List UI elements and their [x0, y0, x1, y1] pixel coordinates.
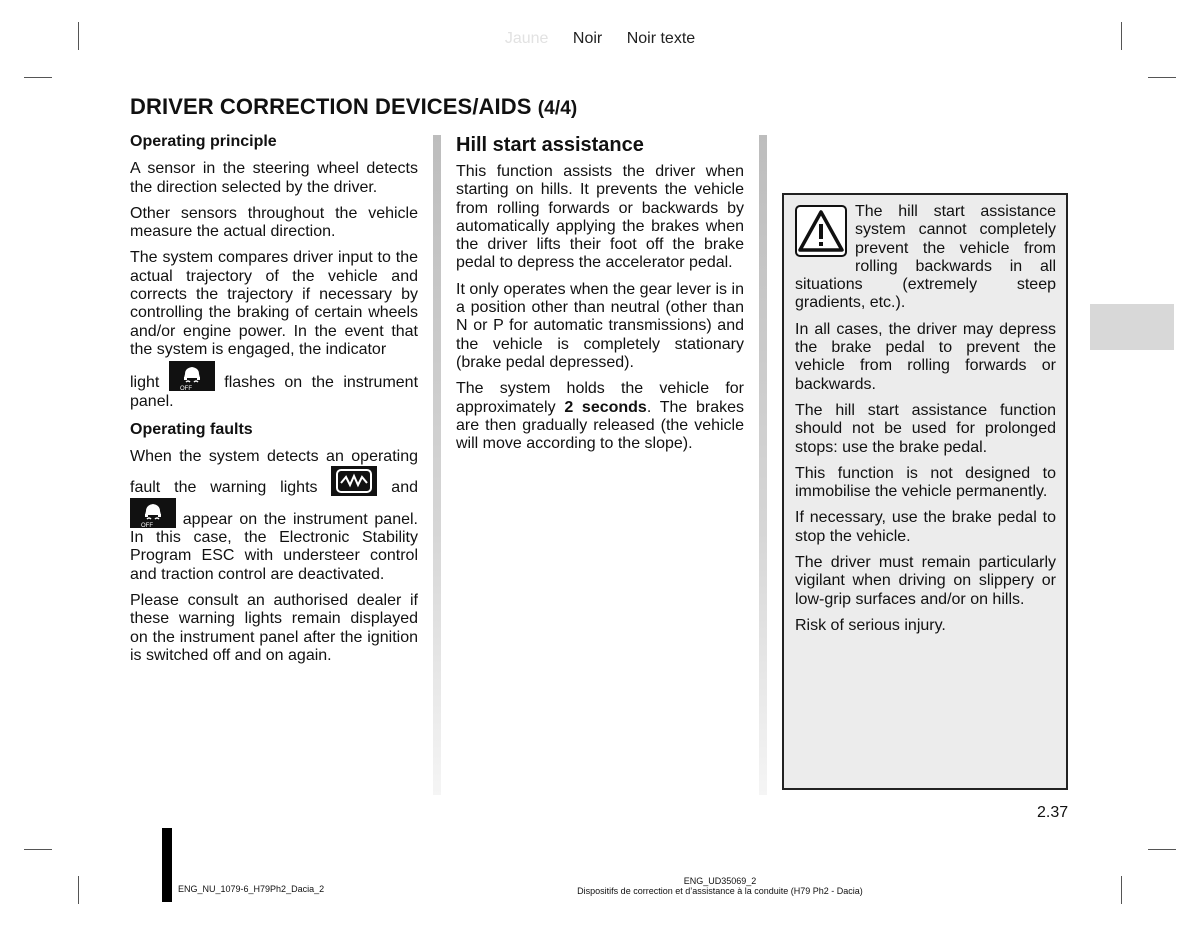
footer-section-title: Dispositifs de correction et d’assistance à la conduite (H79 Ph2 - Dacia) [577, 886, 863, 896]
warning-paragraph: The driver must remain particularly vigilant when driving on slippery or low-grip surfaces and/or on hills. [795, 554, 1056, 608]
page-title [130, 94, 577, 120]
paragraph-text: The system compares driver input to the actual trajectory of the vehicle and corrects the trajectory if necessary by controlling the braking of certain wheels and/or engine power. In the event that the system is engaged, the indicator [130, 249, 418, 358]
warning-triangle-icon [795, 205, 847, 257]
page-title-part: (4/4) [537, 98, 578, 119]
page-number: 2.37 [1037, 804, 1069, 821]
paragraph-text: and [391, 479, 418, 497]
warning-paragraph: If necessary, use the brake pedal to stop the vehicle. [795, 509, 1056, 545]
footer-center [500, 876, 940, 896]
crop-mark [78, 876, 79, 904]
print-color-labels [0, 30, 1200, 48]
crop-mark [1148, 77, 1176, 78]
steering-fault-icon [331, 466, 377, 496]
crop-mark [24, 77, 52, 78]
crop-mark [1121, 876, 1122, 904]
warning-paragraph: The hill start assistance function should not be used for prolonged stops: use the brake pedal. [795, 401, 1056, 456]
warning-paragraph: In all cases, the driver may depress the brake pedal to prevent the vehicle from rolling forwards or backwards. [795, 320, 1056, 393]
column-separator [433, 135, 441, 795]
paragraph: Please consult an authorised dealer if these warning lights remain displayed on the instrument panel after the ignition is switched off and on again. [130, 591, 418, 664]
warning-paragraph: The hill start assistance system cannot completely prevent the vehicle from rolling backwards in all situations (extremely steep gradients, etc.). [795, 203, 1056, 312]
warning-paragraph: This function is not designed to immobilise the vehicle permanently. [795, 464, 1056, 501]
esc-off-icon [169, 361, 215, 391]
column-operating [130, 133, 418, 673]
paragraph [456, 380, 744, 453]
paragraph: A sensor in the steering wheel detects the direction selected by the driver. [130, 160, 418, 196]
esc-off-label: OFF [179, 386, 192, 392]
paragraph-text: The system holds the vehicle for approximately [456, 380, 744, 416]
footer-black-bar [162, 828, 172, 902]
paragraph-text: . The brakes are then gradually released (the vehicle will move according to the slope). [456, 398, 745, 453]
esc-off-icon [130, 498, 176, 528]
warning-box [782, 193, 1068, 790]
paragraph [130, 249, 418, 359]
column-hill-start [456, 133, 744, 461]
paragraph-fault [130, 448, 418, 584]
paragraph-text: When the system detects an operating fault the warning lights [130, 448, 418, 497]
paragraph-indicator [130, 361, 418, 411]
footer-document-code: ENG_NU_1079-6_H79Ph2_Dacia_2 [178, 884, 325, 894]
warning-paragraph: Risk of serious injury. [795, 616, 946, 634]
paragraph: It only operates when the gear lever is in a position other than neutral (other than N or P for automatic transmissions) and the vehicle is completely stationary (brake pedal depressed). [456, 280, 744, 371]
paragraph-text: flashes on the instrument panel. [130, 374, 419, 410]
color-label-noir-texte: Noir texte [626, 30, 696, 47]
paragraph-text: light [130, 374, 160, 392]
crop-mark [24, 849, 52, 850]
paragraph: Other sensors throughout the vehicle measure the actual direction. [130, 204, 418, 241]
bold-duration: 2 seconds [564, 398, 647, 416]
heading-hill-start: Hill start assistance [456, 134, 644, 156]
paragraph: This function assists the driver when starting on hills. It prevents the vehicle from rolling forwards or backwards by automatically applying the brakes when the driver lifts their foot off the brake pedal to depress the accelerator pedal. [456, 163, 744, 272]
esc-off-label: OFF [141, 522, 153, 528]
color-label-noir: Noir [572, 30, 603, 47]
paragraph-text: appear on the instrument panel. In this case, the Electronic Stability Program ESC with understeer control and traction control are deactivated. [130, 510, 418, 583]
heading-operating-faults: Operating faults [130, 420, 253, 438]
footer-reference: ENG_UD35069_2 [683, 876, 757, 886]
color-label-jaune: Jaune [504, 30, 549, 47]
heading-operating-principle: Operating principle [130, 133, 277, 150]
chapter-tab-marker [1090, 304, 1174, 350]
column-separator [759, 135, 767, 795]
crop-mark [1148, 849, 1176, 850]
page-title-main: DRIVER CORRECTION DEVICES/AIDS [130, 94, 532, 119]
